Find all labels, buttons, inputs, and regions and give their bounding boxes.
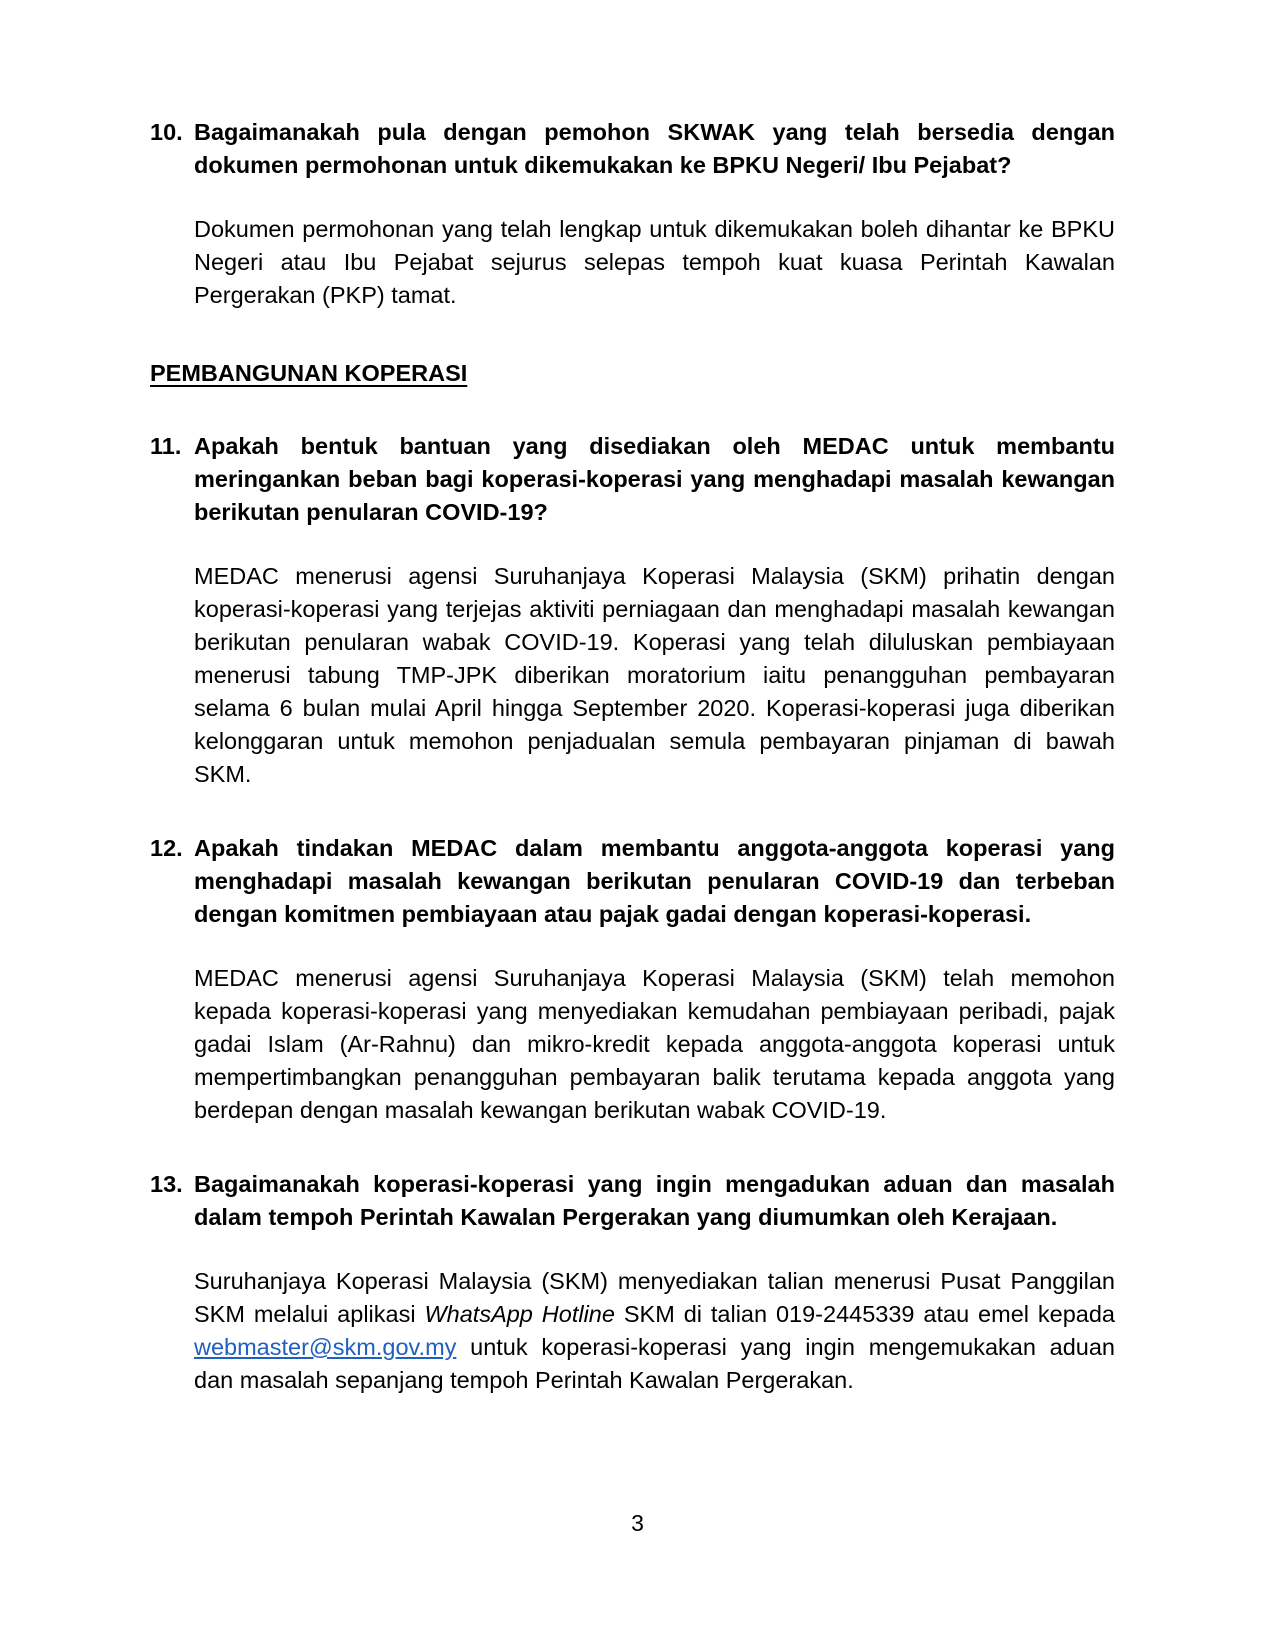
answer-text-part: Suruhanjaya Koperasi Malaysia (SKM) menyediakan talian menerusi Pusat Panggilan SKM melalui aplikasi [194,1268,1115,1327]
answer-text: MEDAC menerusi agensi Suruhanjaya Koperasi Malaysia (SKM) prihatin dengan koperasi-koperasi yang terjejas aktiviti perniagaan dan menghadapi masalah kewangan berikutan penularan wabak COVID-19. Koperasi yang telah diluluskan pembiayaan menerusi tabung TMP-JPK diberikan moratorium iaitu penangguhan pembayaran selama 6 bulan mulai April hingga September 2020. Koperasi-koperasi juga diberikan kelonggaran untuk memohon penjadualan semula pembayaran pinjaman di bawah SKM. [194,563,1115,787]
section-heading: PEMBANGUNAN KOPERASI [150,360,468,386]
question-text: Bagaimanakah koperasi-koperasi yang ingin mengadukan aduan dan masalah dalam tempoh Perintah Kawalan Pergerakan yang diumumkan oleh Kerajaan. [194,1171,1115,1230]
faq-item-10 [150,116,1115,312]
question-number: 13. [150,1171,183,1197]
question-10 [150,116,1115,182]
answer-12 [150,962,1115,1127]
question-number: 10. [150,119,183,145]
question-12 [150,832,1115,931]
whatsapp-hotline-text: WhatsApp Hotline [424,1301,615,1327]
question-text: Bagaimanakah pula dengan pemohon SKWAK yang telah bersedia dengan dokumen permohonan untuk dikemukakan ke BPKU Negeri/ Ibu Pejabat? [194,119,1115,178]
answer-text [194,1265,1115,1397]
faq-item-12 [150,832,1115,1127]
question-11 [150,430,1115,529]
question-text: Apakah tindakan MEDAC dalam membantu anggota-anggota koperasi yang menghadapi masalah kewangan berikutan penularan COVID-19 dan terbeban dengan komitmen pembiayaan atau pajak gadai dengan koperasi-koperasi. [194,835,1115,927]
question-number: 12. [150,835,183,861]
question-text: Apakah bentuk bantuan yang disediakan oleh MEDAC untuk membantu meringankan beban bagi koperasi-koperasi yang menghadapi masalah kewangan berikutan penularan COVID-19? [194,433,1115,525]
page-number: 3 [631,1510,644,1536]
faq-item-13 [150,1168,1115,1397]
answer-13 [150,1265,1115,1397]
email-link[interactable]: webmaster@skm.gov.my [194,1334,457,1360]
faq-item-11 [150,430,1115,791]
question-13 [150,1168,1115,1234]
answer-text-part: SKM di talian 019-2445339 atau emel kepada [614,1301,1115,1327]
answer-10 [150,213,1115,312]
answer-text: Dokumen permohonan yang telah lengkap untuk dikemukakan boleh dihantar ke BPKU Negeri atau Ibu Pejabat sejurus selepas tempoh kuat kuasa Perintah Kawalan Pergerakan (PKP) tamat. [194,216,1115,308]
answer-text: MEDAC menerusi agensi Suruhanjaya Koperasi Malaysia (SKM) telah memohon kepada koperasi-koperasi yang menyediakan kemudahan pembiayaan peribadi, pajak gadai Islam (Ar-Rahnu) dan mikro-kredit kepada anggota-anggota koperasi untuk mempertimbangkan penangguhan pembayaran balik terutama kepada anggota yang berdepan dengan masalah kewangan berikutan wabak COVID-19. [194,965,1115,1123]
answer-text-part: untuk koperasi-koperasi yang ingin mengemukakan aduan dan masalah sepanjang tempoh Perintah Kawalan Pergerakan. [194,1334,1115,1393]
question-number: 11. [150,433,182,459]
answer-11 [150,560,1115,791]
